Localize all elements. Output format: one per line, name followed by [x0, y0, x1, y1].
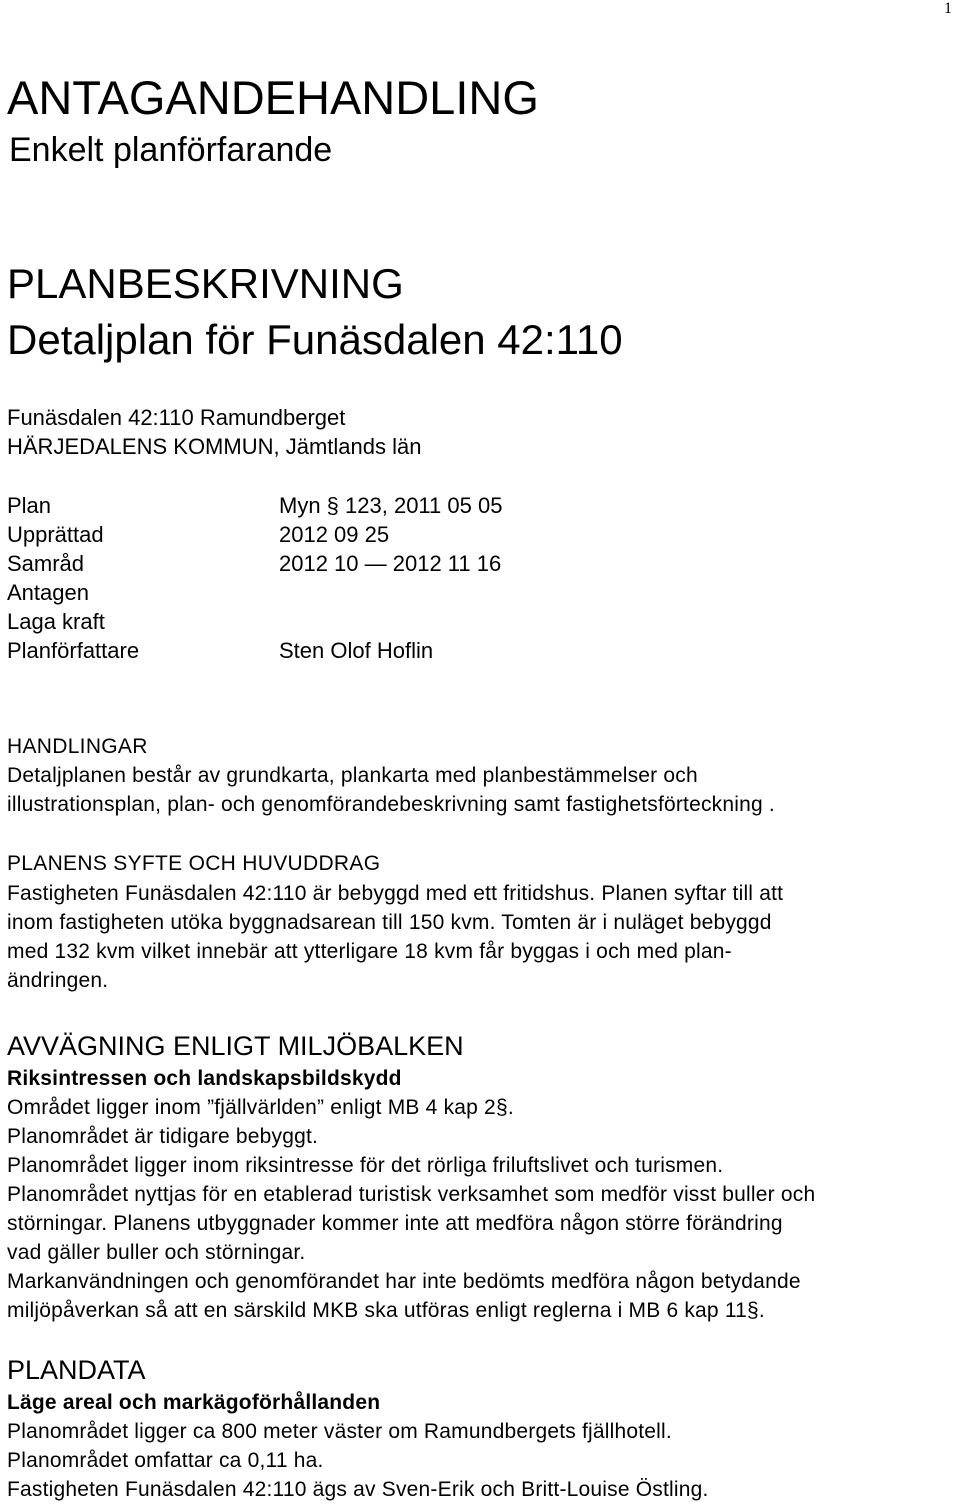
- page-number: 1: [944, 0, 952, 17]
- paragraph-line: Planområdet är tidigare bebyggt.: [7, 1125, 319, 1148]
- paragraph-line: vad gäller buller och störningar.: [7, 1241, 306, 1264]
- plandata-heading: PLANDATA: [7, 1355, 146, 1385]
- paragraph-line: illustrationsplan, plan- och genomförandebeskrivning samt fastighetsförteckning .: [7, 793, 775, 816]
- paragraph-line: inom fastigheten utöka byggnadsarean till 150 kvm. Tomten är i nuläget bebyggd: [7, 911, 772, 934]
- procedure-subtitle: Enkelt planförfarande: [9, 131, 333, 169]
- meta-label: Samråd: [7, 551, 85, 576]
- meta-value: Myn § 123, 2011 05 05: [279, 493, 503, 518]
- syfte-heading: PLANENS SYFTE OCH HUVUDDRAG: [7, 852, 381, 875]
- document-status-title: ANTAGANDEHANDLING: [7, 71, 539, 124]
- paragraph-line: Området ligger inom ”fjällvärlden” enligt MB 4 kap 2§.: [7, 1096, 514, 1119]
- meta-label: Plan: [7, 493, 52, 518]
- document-title: Detaljplan för Funäsdalen 42:110: [7, 316, 623, 363]
- paragraph-line: Markanvändningen och genomförandet har inte bedömts medföra någon betydande: [7, 1270, 801, 1293]
- paragraph-line: Detaljplanen består av grundkarta, plankarta med planbestämmelser och: [7, 764, 698, 787]
- meta-row: [7, 549, 502, 578]
- avvagning-text: [7, 1064, 957, 1325]
- plandata-subheading: Läge areal och markägoförhållanden: [7, 1391, 381, 1414]
- plandata-text: [7, 1388, 957, 1504]
- paragraph-line: miljöpåverkan så att en särskild MKB ska utföras enligt reglerna i MB 6 kap 11§.: [7, 1299, 765, 1322]
- paragraph-line: störningar. Planens utbyggnader kommer inte att medföra någon större förändring: [7, 1212, 783, 1235]
- document-type-heading: PLANBESKRIVNING: [7, 260, 404, 307]
- paragraph-line: Planområdet nyttjas för en etablerad turistisk verksamhet som medför visst buller och: [7, 1183, 816, 1206]
- meta-label: Antagen: [7, 580, 89, 605]
- location-line-1: Funäsdalen 42:110 Ramundberget: [7, 405, 346, 430]
- paragraph-line: Fastigheten Funäsdalen 42:110 är bebyggd med ett fritidshus. Planen syftar till att: [7, 882, 784, 905]
- paragraph-line: Planområdet ligger inom riksintresse för det rörliga friluftslivet och turismen.: [7, 1154, 724, 1177]
- meta-label: Laga kraft: [7, 609, 105, 634]
- avvagning-heading: AVVÄGNING ENLIGT MILJÖBALKEN: [7, 1031, 464, 1061]
- meta-label: Planförfattare: [7, 638, 140, 663]
- handlingar-text: [7, 761, 957, 819]
- handlingar-heading: HANDLINGAR: [7, 735, 148, 758]
- meta-value: 2012 10 — 2012 11 16: [279, 551, 502, 576]
- syfte-text: [7, 879, 957, 995]
- meta-label: Upprättad: [7, 522, 104, 547]
- paragraph-line: Planområdet omfattar ca 0,11 ha.: [7, 1449, 324, 1472]
- meta-row: [7, 607, 105, 636]
- meta-row: [7, 636, 434, 665]
- paragraph-line: med 132 kvm vilket innebär att ytterligare 18 kvm får byggas i och med plan-: [7, 940, 732, 963]
- paragraph-line: ändringen.: [7, 969, 109, 992]
- meta-value: Sten Olof Hoflin: [279, 638, 434, 663]
- paragraph-line: Fastigheten Funäsdalen 42:110 ägs av Sven-Erik och Britt-Louise Östling.: [7, 1478, 709, 1501]
- meta-value: 2012 09 25: [279, 522, 390, 547]
- meta-row: [7, 578, 89, 607]
- meta-row: [7, 491, 503, 520]
- meta-row: [7, 520, 390, 549]
- avvagning-subheading: Riksintressen och landskapsbildskydd: [7, 1067, 402, 1090]
- paragraph-line: Planområdet ligger ca 800 meter väster om Ramundbergets fjällhotell.: [7, 1420, 672, 1443]
- location-line-2: HÄRJEDALENS KOMMUN, Jämtlands län: [7, 434, 422, 459]
